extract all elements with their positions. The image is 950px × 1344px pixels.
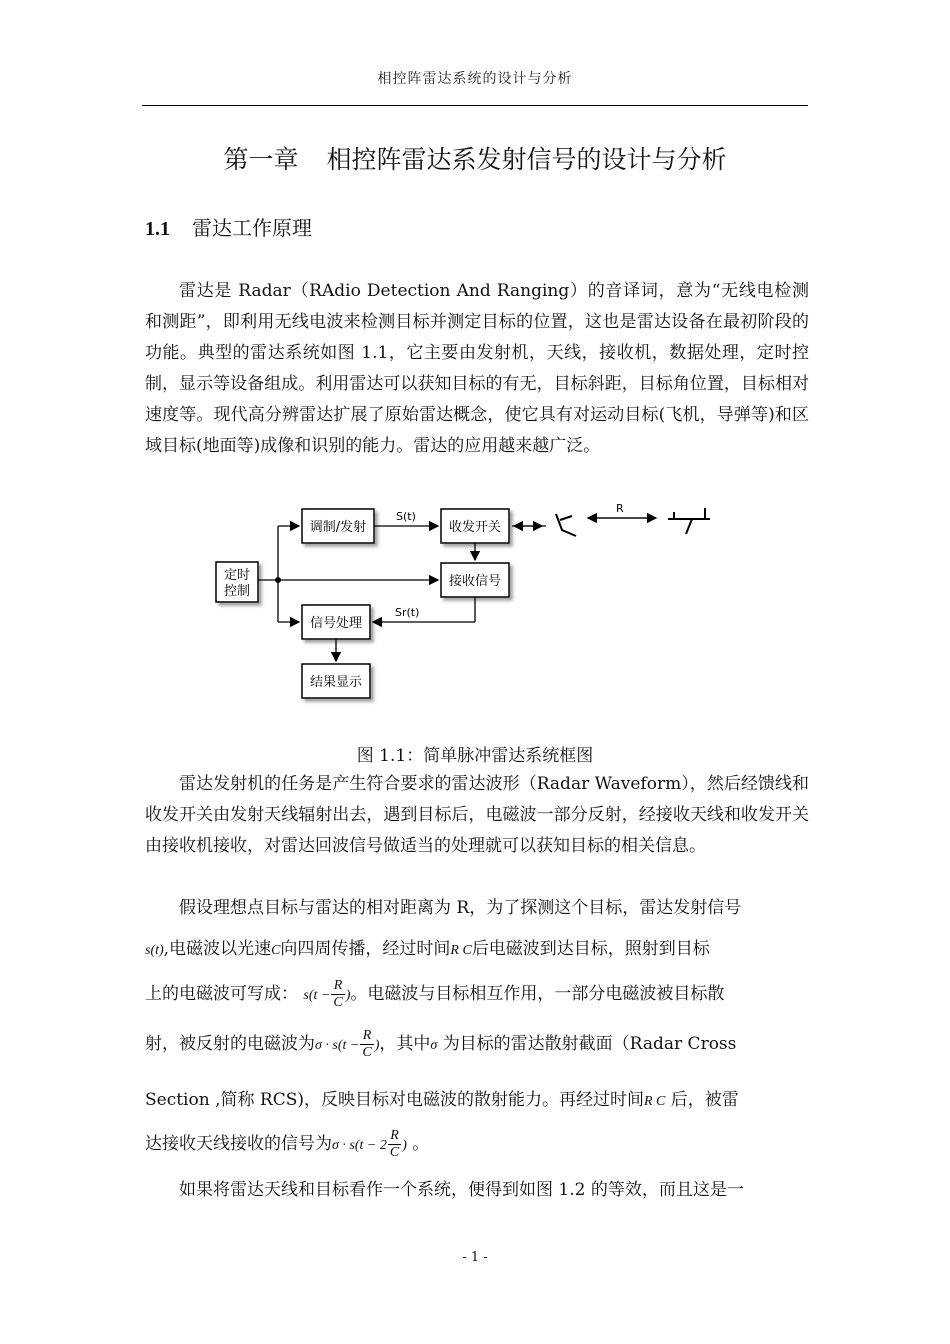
modulate-label: 调制/发射 (309, 520, 367, 535)
math-s-open: s(t − (303, 988, 331, 1003)
math-sigma-s2-open: σ · s(t − 2 (332, 1138, 387, 1153)
section-title: 雷达工作原理 (192, 216, 312, 240)
label-srt: Sr(t) (395, 606, 420, 619)
formula-line-b: 上的电磁波可写成： s(t − $\frac{R}{C}$ )。电磁波与目标相互作用，一部分电磁波被目标散 (145, 978, 725, 1010)
section-number: 1.1 (145, 218, 170, 240)
label-st: S(t) (396, 510, 416, 523)
target-aircraft-icon (668, 508, 710, 534)
label-r: R (616, 502, 624, 515)
fraction-r-over-c-2: $\frac{R}{C}$ (362, 1028, 372, 1060)
formula-line-e: 达接收天线接收的信号为σ · s(t − 2 $\frac{R}{C}$ ) 。 (145, 1128, 430, 1160)
page-number: - 1 - (462, 1250, 488, 1265)
figure-caption: 图 1.1：简单脉冲雷达系统框图 (356, 746, 594, 766)
math-st: s(t) (145, 943, 164, 958)
math-rc: R C (450, 943, 472, 958)
display-label: 结果显示 (309, 675, 363, 690)
paragraph-1 (145, 276, 809, 462)
math-sigma-s-open: σ · s(t − (315, 1038, 360, 1053)
formula-line-a: s(t),电磁波以光速C向四周传播，经过时间R C后电磁波到达目标，照射到目标 (145, 939, 710, 959)
math-sigma: σ (430, 1038, 438, 1053)
chapter-label: 第一章 (223, 145, 299, 174)
fraction-r-over-c-3: $\frac{R}{C}$ (389, 1128, 400, 1160)
process-label: 信号处理 (309, 616, 363, 631)
timing-label-2: 控制 (223, 584, 251, 599)
duplexer-box (441, 509, 509, 543)
receive-label: 接收信号 (448, 574, 502, 589)
paragraph-2 (145, 769, 809, 862)
receive-signal-box (441, 563, 509, 597)
header-rule (142, 105, 808, 106)
math-c: C (271, 943, 281, 958)
paragraph-1-text: 雷达是 Radar（RAdio Detection And Ranging）的音译词，意为“无线电检测和测距”，即利用无线电波来检测目标并测定目标的位置，这也是雷达设备在最初阶段的功能。典型的雷达系统如图 1.1，它主要由发射机，天线，接收机，数据处理，定时控制，显示等设备组成。利用雷达可以获知目标的有无，目标斜距，目标角位置，目标相对速度等。现代高分辨雷达扩展了原始雷达概念，使它具有对运动目标(飞机，导弹等)和区域目标(地面等)成像和识别的能力。雷达的应用越来越广泛。 (145, 281, 809, 456)
signal-processing-box (302, 605, 370, 639)
section-heading (145, 212, 312, 241)
formula-line-d: Section ,简称 RCS)，反映目标对电磁波的散射能力。再经过时间R C 后，被雷 (145, 1090, 739, 1110)
paragraph-3-line-1: 假设理想点目标与雷达的相对距离为 R，为了探测这个目标，雷达发射信号 (179, 898, 742, 918)
fraction-r-over-c: $\frac{R}{C}$ (333, 978, 343, 1010)
junction-dot (275, 577, 281, 583)
paragraph-4-line-1: 如果将雷达天线和目标看作一个系统，便得到如图 1.2 的等效，而且这是一 (179, 1180, 744, 1200)
formula-line-c: 射，被反射的电磁波为σ · s(t − $\frac{R}{C}$ )，其中σ 为目标的雷达散射截面（Radar Cross (145, 1028, 737, 1060)
modulate-transmit-box (302, 509, 374, 543)
chapter-name: 相控阵雷达系发射信号的设计与分析 (326, 145, 727, 174)
chapter-title (0, 140, 950, 176)
antenna-icon (556, 514, 576, 536)
timing-control-box (216, 562, 258, 602)
paragraph-2-text: 雷达发射机的任务是产生符合要求的雷达波形（Radar Waveform），然后经馈线和收发开关由发射天线辐射出去，遇到目标后，电磁波一部分反射，经接收天线和收发开关由接收机接收，对雷达回波信号做适当的处理就可以获知目标的相关信息。 (145, 774, 809, 856)
radar-block-diagram (200, 490, 720, 715)
duplexer-label: 收发开关 (448, 520, 502, 535)
timing-label-1: 定时 (223, 568, 251, 583)
running-header: 相控阵雷达系统的设计与分析 (377, 71, 573, 87)
result-display-box (302, 664, 370, 698)
math-rc-2: R C (643, 1094, 666, 1109)
